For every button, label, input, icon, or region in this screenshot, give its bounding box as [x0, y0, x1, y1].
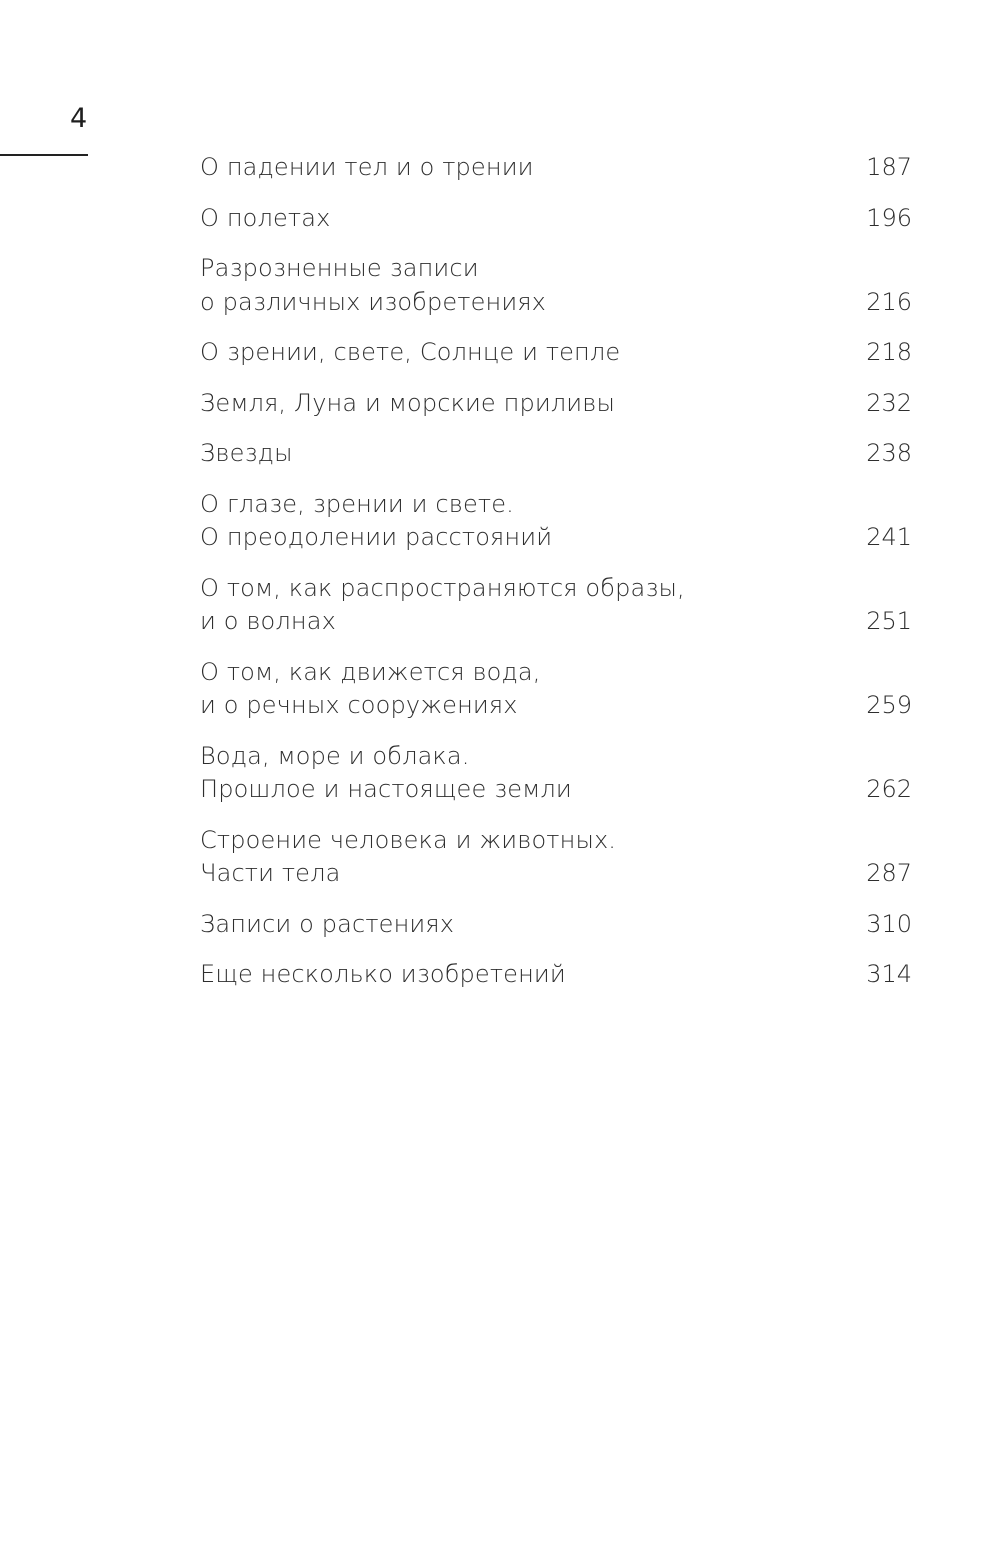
toc-entry-page: 218: [866, 338, 912, 366]
toc-entry-title-line: Звезды: [200, 439, 293, 467]
toc-entry-title-line: о различных изобретениях: [200, 287, 547, 316]
toc-entry-title-line: О глазе, зрении и свете.: [200, 489, 514, 518]
toc-entry-title-line: Части тела: [200, 859, 341, 887]
toc-entry-title: [200, 488, 552, 555]
toc-entry-title-line: Строение человека и животных.: [200, 825, 617, 854]
toc-entry-title: [200, 958, 566, 992]
toc-entry-page: 310: [866, 909, 912, 938]
toc-entry-page: 259: [866, 691, 912, 719]
toc-entry-title: [200, 336, 620, 370]
toc-entry[interactable]: [200, 252, 912, 319]
toc-entry-title-line: О том, как распространяются образы,: [200, 573, 685, 602]
toc-entry[interactable]: [200, 202, 912, 236]
toc-entry[interactable]: [200, 437, 912, 471]
toc-entry-title: [200, 740, 572, 807]
toc-entry-page: 287: [866, 859, 912, 887]
toc-entry[interactable]: [200, 958, 912, 992]
toc-entry[interactable]: [200, 740, 912, 807]
table-of-contents: [200, 151, 912, 1009]
toc-entry-title-line: Земля, Луна и морские приливы: [200, 388, 615, 417]
toc-entry-page: 232: [866, 388, 912, 417]
toc-entry-title-line: Еще несколько изобретений: [200, 960, 566, 988]
toc-entry-title: [200, 656, 541, 723]
toc-entry[interactable]: [200, 387, 912, 421]
toc-entry-title-line: О преодолении расстояний: [200, 523, 553, 551]
toc-entry-title: [200, 387, 615, 421]
toc-entry-title: [200, 824, 616, 891]
toc-entry[interactable]: [200, 572, 912, 639]
toc-entry-page: 196: [866, 203, 912, 232]
toc-entry-title-line: Разрозненные записи: [200, 254, 479, 282]
page-number-rule: [0, 154, 88, 156]
toc-entry-page: 262: [866, 775, 912, 803]
toc-entry-page: 251: [866, 607, 912, 635]
toc-entry[interactable]: [200, 151, 912, 185]
page-number: 4: [70, 103, 88, 134]
toc-entry[interactable]: [200, 656, 912, 723]
toc-entry-page: 187: [866, 153, 912, 181]
toc-entry-title-line: и о волнах: [200, 607, 336, 635]
toc-entry-title-line: О полетах: [200, 203, 331, 232]
toc-entry[interactable]: [200, 488, 912, 555]
toc-entry[interactable]: [200, 336, 912, 370]
toc-entry-title: [200, 572, 685, 639]
toc-entry-title: [200, 908, 454, 942]
toc-entry-title: [200, 151, 534, 185]
toc-entry-page: 241: [866, 523, 912, 551]
toc-entry-title: [200, 252, 546, 319]
toc-entry-title-line: О падении тел и о трении: [200, 153, 534, 181]
toc-entry[interactable]: [200, 908, 912, 942]
toc-entry-title-line: О том, как движется вода,: [200, 657, 541, 686]
toc-entry[interactable]: [200, 824, 912, 891]
toc-entry-title-line: О зрении, свете, Солнце и тепле: [200, 338, 621, 366]
toc-entry-page: 216: [866, 287, 912, 316]
toc-entry-title-line: Прошлое и настоящее земли: [200, 775, 572, 803]
toc-entry-page: 314: [866, 960, 912, 988]
toc-entry-title-line: и о речных сооружениях: [200, 691, 518, 719]
toc-entry-page: 238: [866, 439, 912, 467]
toc-entry-title: [200, 202, 330, 236]
toc-entry-title-line: Вода, море и облака.: [200, 741, 470, 770]
toc-entry-title-line: Записи о растениях: [200, 909, 455, 938]
toc-entry-title: [200, 437, 293, 471]
